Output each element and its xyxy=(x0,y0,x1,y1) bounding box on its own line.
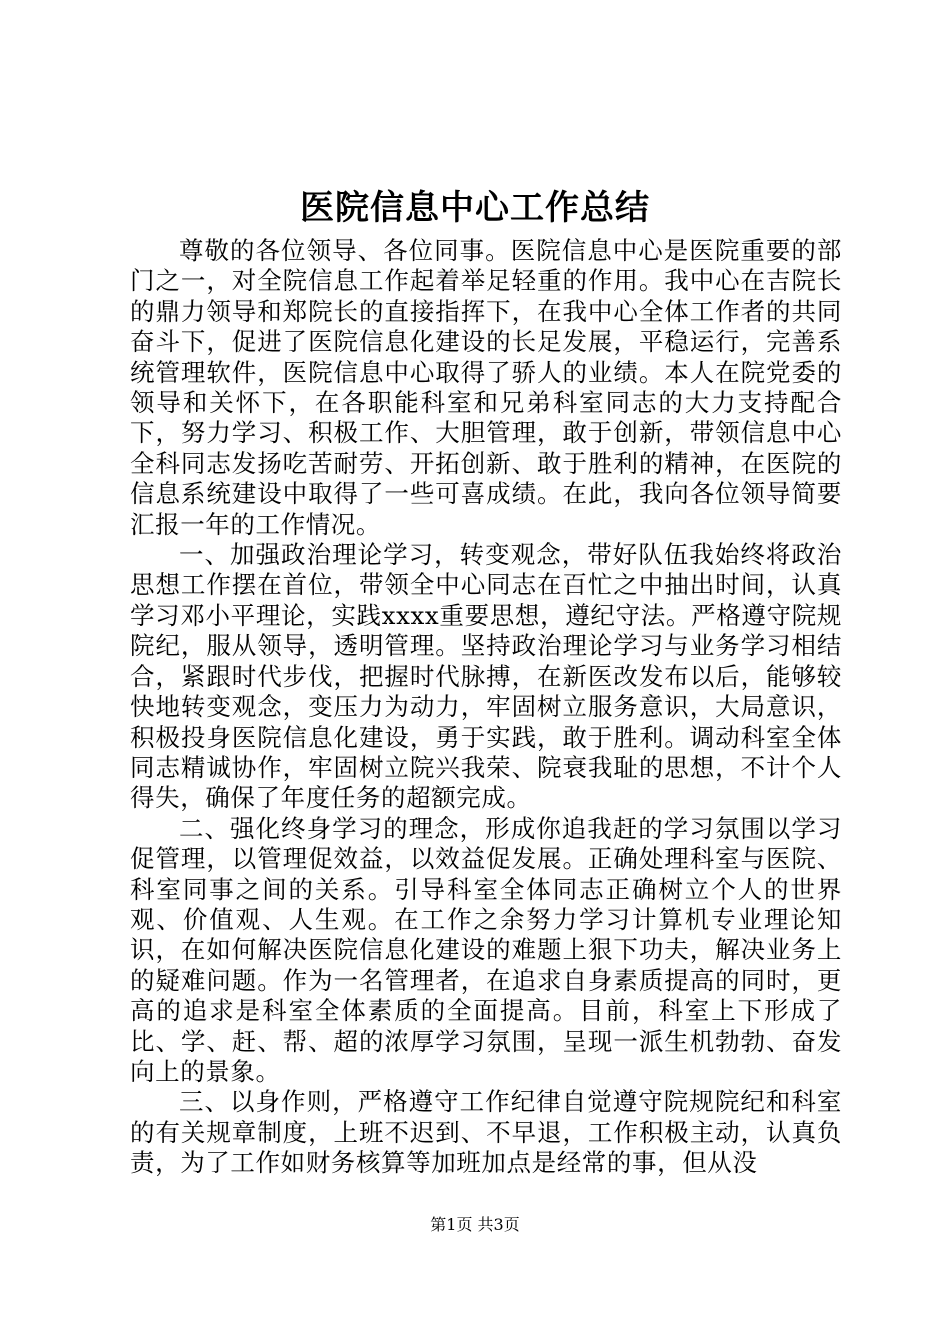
paragraph-section-3: 三、以身作则，严格遵守工作纪律自觉遵守院规院纪和科室的有关规章制度，上班不迟到、不早退，工作积极主动，认真负责，为了工作如财务核算等加班加点是经常的事，但从没 xyxy=(130,1087,842,1178)
paragraph-section-1: 一、加强政治理论学习，转变观念，带好队伍我始终将政治思想工作摆在首位，带领全中心同志在百忙之中抽出时间，认真学习邓小平理论，实践xxxx重要思想，遵纪守法。严格遵守院规院纪，服从领导，透明管理。坚持政治理论学习与业务学习相结合，紧跟时代步伐，把握时代脉搏，在新医改发布以后，能够较快地转变观念，变压力为动力，牢固树立服务意识，大局意识，积极投身医院信息化建设，勇于实践，敢于胜利。调动科室全体同志精诚协作，牢固树立院兴我荣、院衰我耻的思想，不计个人得失，确保了年度任务的超额完成。 xyxy=(130,540,842,813)
document-title: 医院信息中心工作总结 xyxy=(300,188,650,228)
paragraph-intro: 尊敬的各位领导、各位同事。医院信息中心是医院重要的部门之一，对全院信息工作起着举足轻重的作用。我中心在吉院长的鼎力领导和郑院长的直接指挥下，在我中心全体工作者的共同奋斗下，促进了医院信息化建设的长足发展，平稳运行，完善系统管理软件，医院信息中心取得了骄人的业绩。本人在院党委的领导和关怀下，在各职能科室和兄弟科室同志的大力支持配合下，努力学习、积极工作、大胆管理，敢于创新，带领信息中心全科同志发扬吃苦耐劳、开拓创新、敢于胜利的精神，在医院的信息系统建设中取得了一些可喜成绩。在此，我向各位领导简要汇报一年的工作情况。 xyxy=(130,236,842,539)
page-number-footer: 第1页 共3页 xyxy=(430,1215,520,1234)
document-body xyxy=(130,236,842,1179)
paragraph-section-2: 二、强化终身学习的理念，形成你追我赶的学习氛围以学习促管理，以管理促效益，以效益促发展。正确处理科室与医院、科室同事之间的关系。引导科室全体同志正确树立个人的世界观、价值观、人生观。在工作之余努力学习计算机专业理论知识，在如何解决医院信息化建设的难题上狠下功夫，解决业务上的疑难问题。作为一名管理者，在追求自身素质提高的同时，更高的追求是科室全体素质的全面提高。目前，科室上下形成了比、学、赶、帮、超的浓厚学习氛围，呈现一派生机勃勃、奋发向上的景象。 xyxy=(130,813,842,1086)
